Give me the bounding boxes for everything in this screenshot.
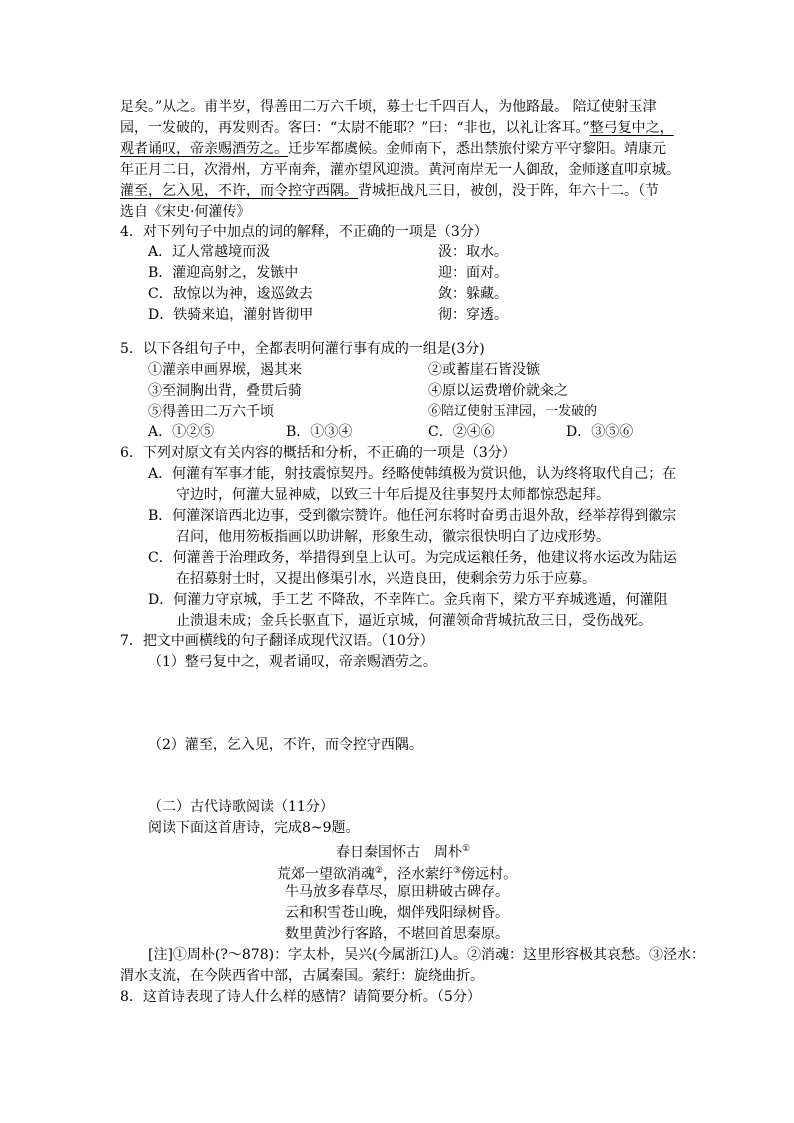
poetry-heading: （二）古代诗歌阅读（11分） (148, 799, 334, 815)
q4-option-a: A．辽人常越境而汲 (148, 244, 271, 260)
q6-option-d: D．何灌力守京城，手工艺 不降敌，不幸阵亡。金兵南下，梁方平弃城逃遁，何灌阻 (148, 592, 668, 608)
passage-line-5 (120, 181, 659, 201)
q5-choice-d: D．③⑤⑥ (566, 424, 634, 440)
note-marker-2: ② (374, 866, 383, 876)
q5-item-2: ②或蓄崖石皆没镞 (428, 362, 540, 378)
q5-stem: 5．以下各组句子中，全都表明何灌行事有成的一组是(3分) (120, 341, 485, 357)
poetry-instruction: 阅读下面这首唐诗，完成8~9题。 (148, 820, 360, 836)
q6-option-c-cont: 在招募射士时，又提出修渠引水，兴造良田，使剩余劳力乐于应募。 (176, 571, 596, 587)
q7-sentence-1: （1）整弓复中之，观者诵叹，帝亲赐酒劳之。 (148, 654, 437, 670)
passage-line-1 (120, 97, 657, 117)
poem-text: ，泾水萦纡 (383, 866, 453, 883)
q4-gloss-c: 敛：躲藏。 (438, 286, 508, 302)
q5-item-3: ③至洞胸出背，叠贯后骑 (148, 383, 302, 399)
poem-notes: [注]①周朴(?～878)：字太朴，吴兴(今属浙江)人。②消魂：这里形容极其哀愁。③泾水： (148, 947, 705, 963)
q6-stem: 6．下列对原文有关内容的概括和分析，不正确的一项是（3分） (120, 445, 516, 461)
passage-line-2 (120, 118, 674, 138)
q5-item-1: ①灌亲申画界堠，遏其来 (148, 362, 302, 378)
q4-option-d: D．铁骑来追，灌射皆彻甲 (148, 307, 314, 323)
q6-option-c: C．何灌善于治理政务，举措得到皇上认可。为完成运粮任务，他建议将水运改为陆运 (148, 550, 677, 566)
q4-gloss-b: 迎：面对。 (438, 265, 508, 281)
q5-choice-c: C．②④⑥ (428, 424, 495, 440)
passage-source: 选自《宋史·何灌传》 (120, 204, 251, 220)
q5-item-5: ⑤得善田二万六千顷 (148, 404, 274, 420)
underlined-sentence-1: 整弓复中之， (589, 120, 674, 136)
q8-stem: 8．这首诗表现了诗人什么样的感情？请简要分析。（5分） (120, 989, 481, 1005)
passage-line-6 (120, 202, 250, 222)
q5-choice-b: B．①③④ (286, 424, 353, 440)
q7-stem: 7．把文中画横线的句子翻译成现代汉语。（10分） (120, 633, 434, 649)
q5-choice-a: A．①②⑤ (148, 424, 215, 440)
poem-title (6, 839, 794, 864)
passage-text: 背城拒战凡三日，被创，没于阵，年六十二。（节 (358, 183, 659, 199)
passage-line-4 (120, 160, 680, 180)
q4-gloss-a: 汲：取水。 (438, 244, 508, 260)
poem-title-text: 春日秦国怀古 周朴 (335, 844, 462, 861)
passage-text: 年正月二日，次滑州，方平南奔，灌亦望风迎溃。黄河南岸无一人御敌，金师遂直叩京城。 (120, 162, 680, 178)
poem-notes-cont: 渭水支流，在今陕西省中部，古属秦国。萦纡：旋绕曲折。 (120, 968, 484, 984)
q5-item-6: ⑥陪辽使射玉津园，一发破的 (428, 404, 598, 419)
q4-option-b: B．灌迎高射之，发镞中 (148, 265, 299, 281)
q6-option-b-cont: 召问，他用笏板指画以助讲解，形象生动，徽宗很快明白了边戍形势。 (176, 529, 610, 545)
poem-line-3: 云和积雪苍山晚，烟伴残阳绿树昏。 (285, 905, 509, 921)
passage-text: 园，一发破的，再发则否。客曰：“太尉不能耶？”曰：“非也，以礼让客耳。” (120, 120, 590, 136)
q6-option-a-cont: 守边时，何灌大显神威，以致三十年后提及往事契丹太师都惊恐起拜。 (176, 487, 610, 503)
poem-text: 荒郊一望欲消魂 (276, 866, 375, 883)
passage-text: 迁步军都虞候。金师南下，悉出禁旅付梁方平守黎阳。靖康元 (288, 141, 666, 157)
note-marker-1: ① (461, 844, 471, 854)
underlined-sentence-2: 灌至，乞入见，不许，而令控守西隅。 (120, 183, 358, 199)
poem-text: 傍远村。 (461, 866, 518, 883)
q7-sentence-2: （2）灌至，乞入见，不许，而令控守西隅。 (148, 737, 423, 753)
passage-text: 足矣。”从之。甫半岁，得善田二万六千顷，募士七千四百人，为他路最。 陪辽使射玉津 (120, 99, 657, 115)
underlined-sentence-1-cont: 观者诵叹，帝亲赐酒劳之。 (120, 141, 288, 157)
q4-gloss-d: 彻：穿透。 (438, 307, 508, 323)
q5-item-4: ④原以运费增价就籴之 (428, 383, 568, 399)
passage-line-3 (120, 139, 666, 159)
poem-line-2: 牛马放多春草尽，原田耕破古碑存。 (285, 884, 509, 900)
q4-option-c: C．敌惊以为神，逡巡敛去 (148, 286, 313, 302)
q6-option-b: B．何灌深谙西北边事，受到徽宗赞许。他任河东将时奋勇击退外敌，经举荐得到徽宗 (148, 508, 677, 524)
poem-line-4: 数里黄沙行客路，不堪回首思秦原。 (285, 926, 509, 942)
note-marker-3: ③ (453, 866, 462, 876)
q4-stem: 4．对下列句子中加点的词的解释，不正确的一项是（3分） (120, 224, 488, 240)
q6-option-a: A．何灌有军事才能，射技震惊契丹。经略使韩缜极为赏识他，认为终将取代自己；在 (148, 466, 677, 482)
q6-option-d-cont: 止溃退未成；金兵长驱直下，逼近京城，何灌领命背城抗敌三日，受伤战死。 (176, 613, 652, 629)
